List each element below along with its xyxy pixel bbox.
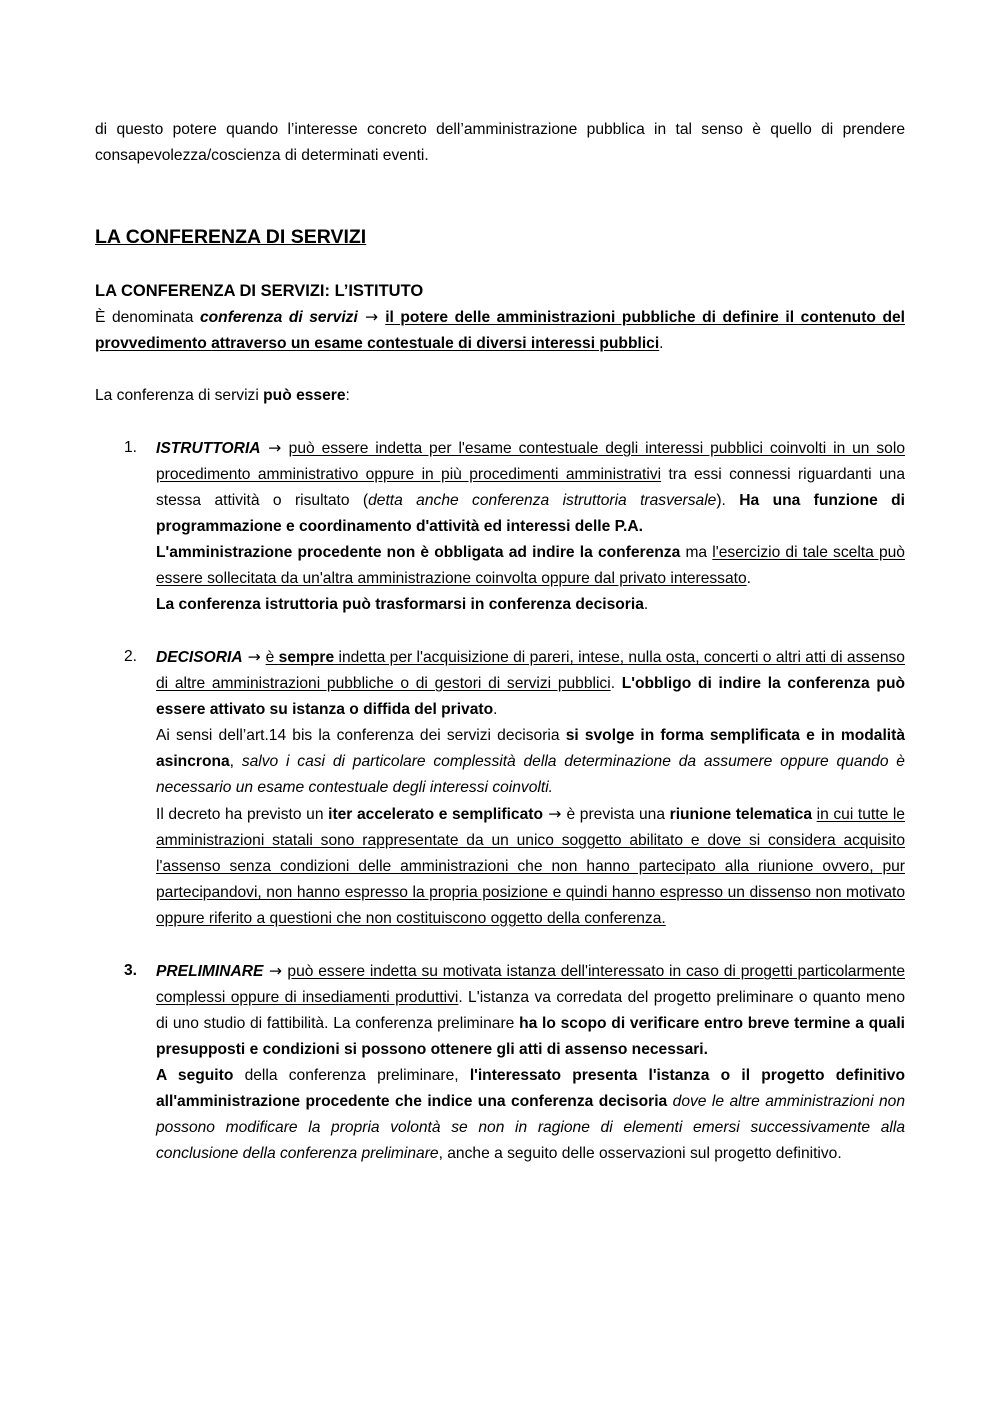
continuation-paragraph: di questo potere quando l’interesse concreto dell’amministrazione pubblica in tal senso è quello di prendere consapevolezza/coscienza di determinati eventi.: [95, 121, 905, 164]
item-paragraph: Il decreto ha previsto un iter accelerato e semplificato → è prevista una riunione telematica in cui tutte le amministrazioni statali sono rappresentate da un unico soggetto abilitato e dove si considera acquisito l'assenso senza condizioni delle amministrazioni che non hanno partecipato alla riunione ovvero, pur partecipandovi, non hanno espresso la propria posizione e quindi hanno espresso un dissenso non motivato oppure riferito a questioni che non costituiscono oggetto della conferenza.: [156, 805, 905, 927]
list-item-preliminare: [95, 958, 905, 1167]
item-title: DECISORIA: [156, 649, 243, 666]
list-number: 2.: [124, 648, 138, 665]
definition-term: conferenza di servizi: [199, 309, 358, 326]
list-item-decisoria: [95, 644, 905, 932]
list-number: 3.: [124, 962, 138, 979]
subsection-title: LA CONFERENZA DI SERVIZI: L’ISTITUTO: [95, 282, 424, 300]
page-content: [95, 117, 905, 1193]
item-paragraph: La conferenza istruttoria può trasformarsi in conferenza decisoria.: [156, 596, 649, 613]
item-title: PRELIMINARE: [156, 963, 264, 980]
arrow-icon: →: [543, 805, 567, 823]
list-number: 1.: [124, 439, 138, 456]
definition-paragraph: È denominata conferenza di servizi → il potere delle amministrazioni pubbliche di definire il contenuto del provvedimento attraverso un esame contestuale di diversi interessi pubblici.: [95, 308, 905, 352]
types-intro: La conferenza di servizi può essere:: [95, 387, 350, 404]
item-paragraph: Ai sensi dell’art.14 bis la conferenza dei servizi decisoria si svolge in forma semplificata e in modalità asincrona, salvo i casi di particolare complessità della determinazione da assumere oppure quando è necessario un esame contestuale degli interessi coinvolti.: [156, 727, 906, 796]
item-paragraph: PRELIMINARE → può essere indetta su motivata istanza dell'interessato in caso di progetti particolarmente complessi oppure di insediamenti produttivi. L'istanza va corredata del progetto preliminare o quanto meno di uno studio di fattibilità. La conferenza preliminare ha lo scopo di verificare entro breve termine a quali presupposti e condizioni si possono ottenere gli atti di assenso necessari.: [156, 962, 906, 1058]
list-item-istruttoria: [95, 435, 905, 618]
item-paragraph: A seguito della conferenza preliminare, l'interessato presenta l'istanza o il progetto definitivo all'amministrazione procedente che indice una conferenza decisoria dove le altre amministrazioni non possono modificare la propria volontà se non in ragione di elementi emersi successivamente alla conclusione della conferenza preliminare, anche a seguito delle osservazioni sul progetto definitivo.: [156, 1067, 905, 1162]
section-title: LA CONFERENZA DI SERVIZI: [95, 226, 367, 248]
arrow-icon: →: [242, 648, 266, 666]
item-paragraph: ISTRUTTORIA → può essere indetta per l'esame contestuale degli interessi pubblici coinvolti in un solo procedimento amministrativo oppure in più procedimenti amministrativi tra essi connessi riguardanti una stessa attività o risultato (detta anche conferenza istruttoria trasversale). Ha una funzione di programmazione e coordinamento d'attività ed interessi delle P.A.: [156, 439, 906, 535]
item-paragraph: L'amministrazione procedente non è obbligata ad indire la conferenza ma l'esercizio di tale scelta può essere sollecitata da un'altra amministrazione coinvolta oppure dal privato interessato.: [156, 544, 905, 587]
definition-text: il potere delle amministrazioni pubbliche di definire il contenuto del provvedimento attraverso un esame contestuale di diversi interessi pubblici: [95, 309, 905, 352]
item-paragraph: DECISORIA → è sempre indetta per l'acquisizione di pareri, intese, nulla osta, concerti o altri atti di assenso di altre amministrazioni pubbliche o di gestori di servizi pubblici. L'obbligo di indire la conferenza può essere attivato su istanza o diffida del privato.: [156, 648, 906, 718]
arrow-icon: →: [357, 308, 386, 326]
arrow-icon: →: [263, 962, 288, 980]
arrow-icon: →: [260, 439, 289, 457]
conference-types-list: [95, 435, 905, 1167]
item-title: ISTRUTTORIA: [156, 440, 261, 457]
